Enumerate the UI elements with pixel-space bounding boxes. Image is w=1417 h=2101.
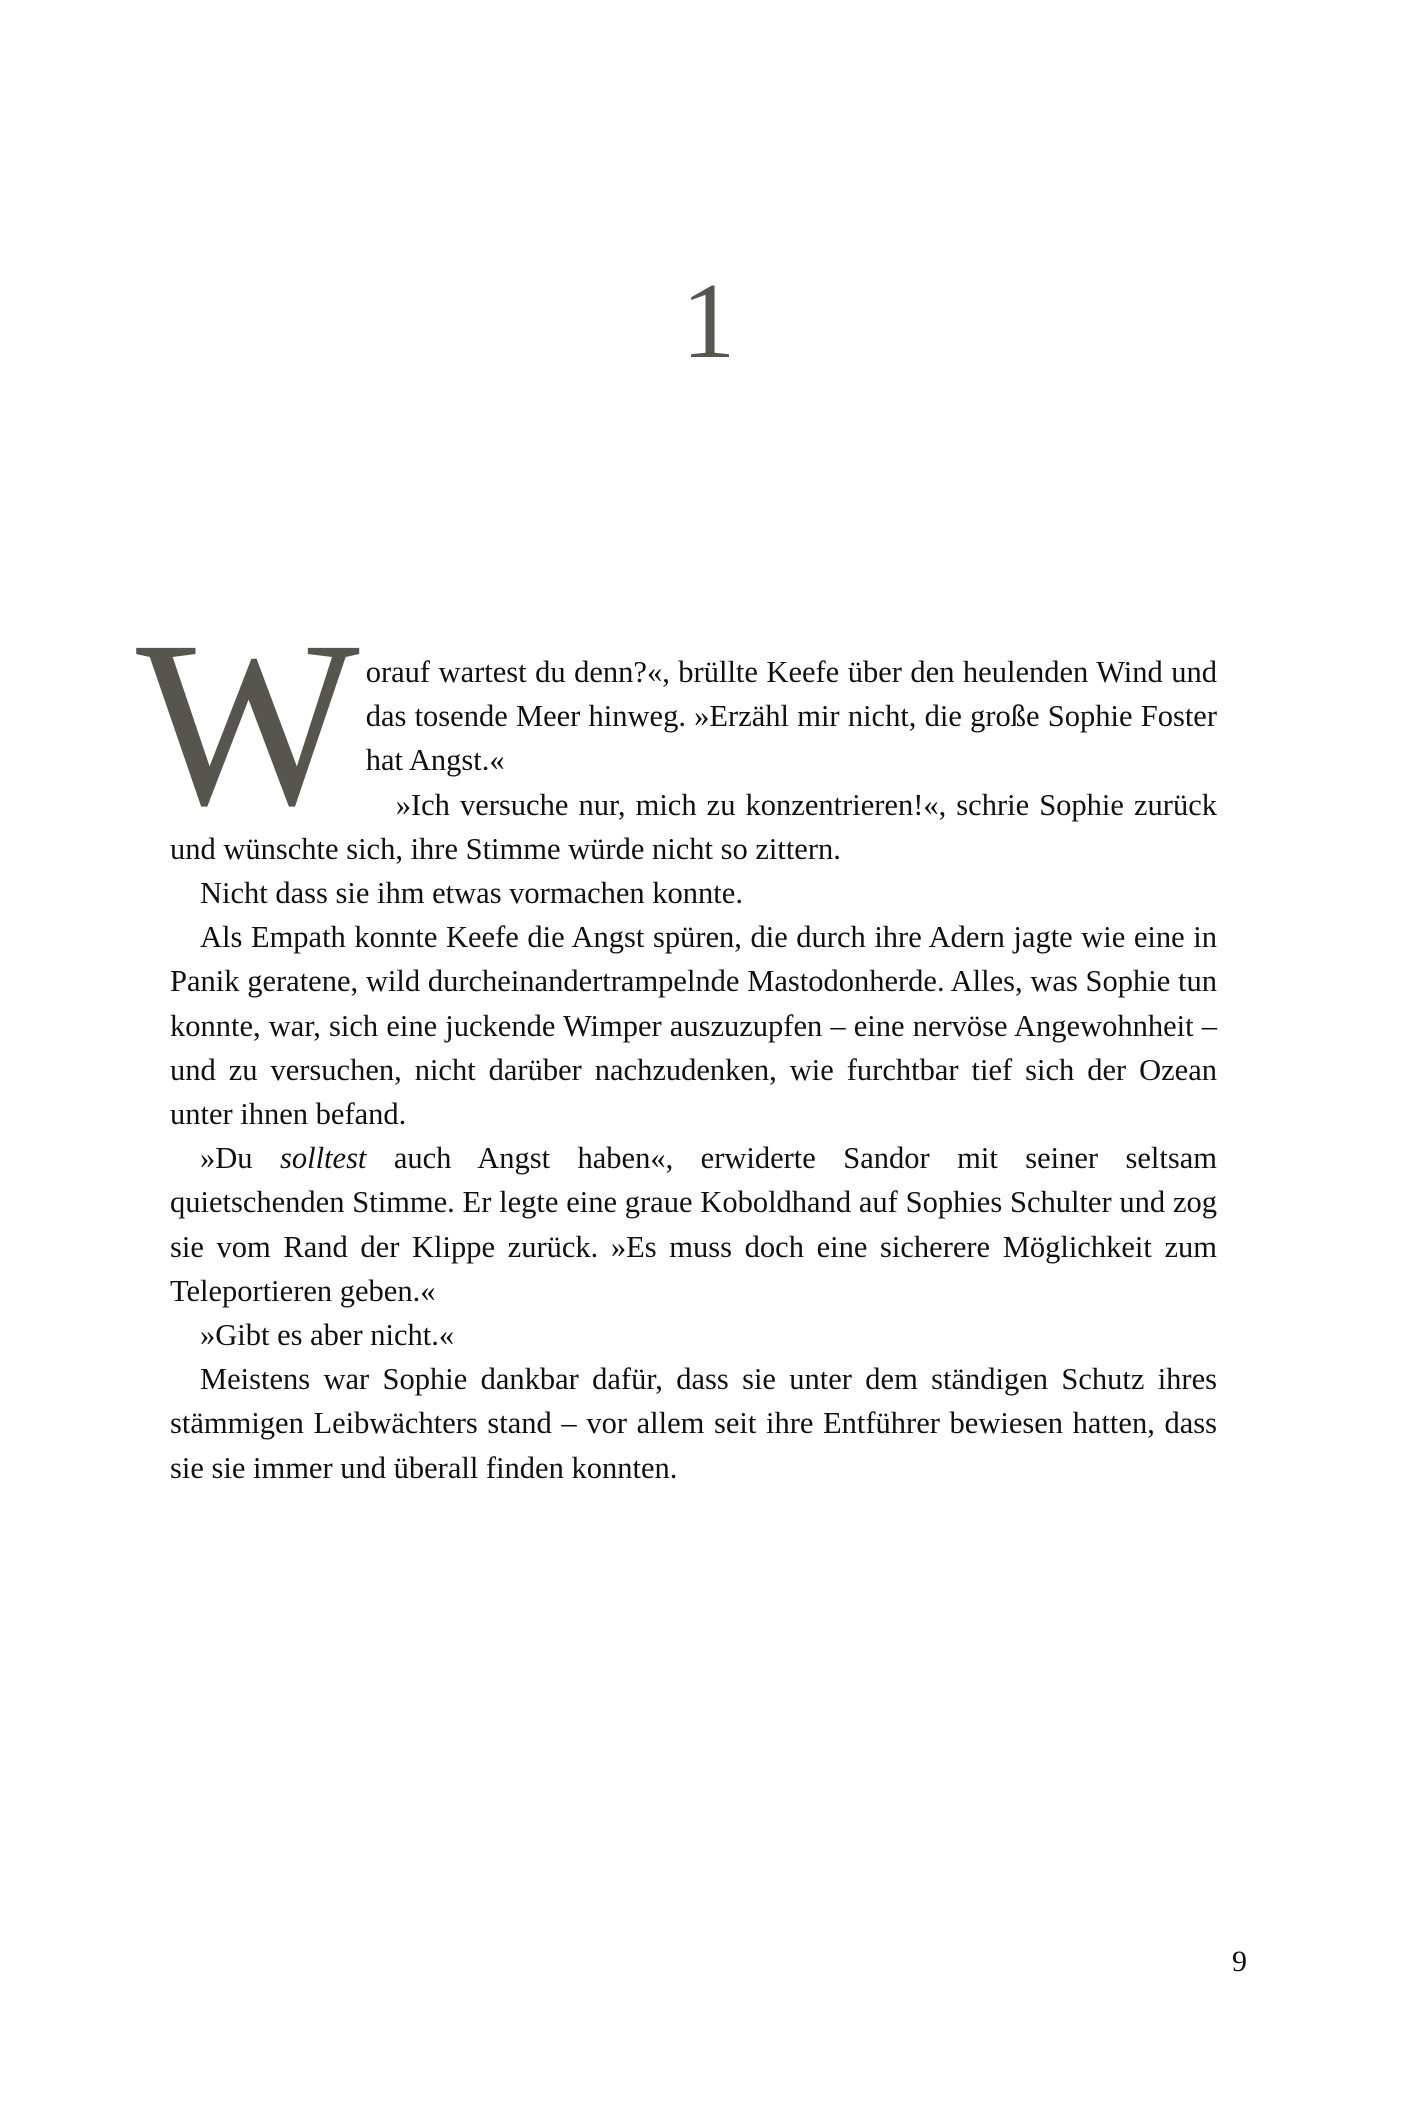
paragraph-5-emphasis: solltest bbox=[279, 1141, 367, 1176]
paragraph-6-text: »Gibt es aber nicht.« bbox=[200, 1318, 455, 1353]
paragraph-4 bbox=[170, 915, 1217, 1136]
paragraph-2-text: »Ich versuche nur, mich zu konzentrieren!«, schrie Sophie zurück und wünschte sich, ihre Stimme würde nicht so zittern. bbox=[170, 787, 1217, 866]
paragraph-5 bbox=[170, 1136, 1217, 1313]
paragraph-1-text: orauf wartest du denn?«, brüllte Keefe über den heulenden Wind und das tosende Meer hinweg. »Erzähl mir nicht, die große Sophie Foster hat Angst.« bbox=[365, 655, 1217, 778]
paragraph-3-text: Nicht dass sie ihm etwas vormachen konnte. bbox=[200, 876, 743, 911]
page-number: 9 bbox=[1232, 1945, 1247, 1978]
drop-cap-letter: W bbox=[136, 593, 360, 855]
paragraph-5-text-before-italic: »Du bbox=[200, 1141, 280, 1176]
paragraph-3 bbox=[170, 871, 1217, 915]
paragraph-7-text: Meistens war Sophie dankbar dafür, dass sie unter dem ständigen Schutz ihres stämmigen Leibwächters stand – vor allem seit ihre Entführer bewiesen hatten, dass sie sie immer und überall finden konnten. bbox=[170, 1362, 1217, 1485]
paragraph-4-text: Als Empath konnte Keefe die Angst spüren, die durch ihre Adern jagte wie eine in Panik geratene, wild durcheinandertrampelnde Mastodonherde. Alles, was Sophie tun konnte, war, sich eine juckende Wimper auszuzupfen – eine nervöse Angewohnheit – und zu versuchen, nicht darüber nachzudenken, wie furchtbar tief sich der Ozean unter ihnen befand. bbox=[170, 920, 1217, 1132]
body-text-block bbox=[136, 593, 1218, 1490]
chapter-number: 1 bbox=[681, 262, 736, 381]
paragraph-6 bbox=[170, 1313, 1217, 1357]
paragraph-7 bbox=[170, 1357, 1217, 1490]
paragraph-5-text-after-italic: auch Angst haben«, erwiderte Sandor mit seiner seltsam quietschenden Stimme. Er legte eine graue Koboldhand auf Sophies Schulter und zog sie vom Rand der Klippe zurück. »Es muss doch eine sicherere Möglichkeit zum Teleportieren geben.« bbox=[170, 1141, 1218, 1308]
